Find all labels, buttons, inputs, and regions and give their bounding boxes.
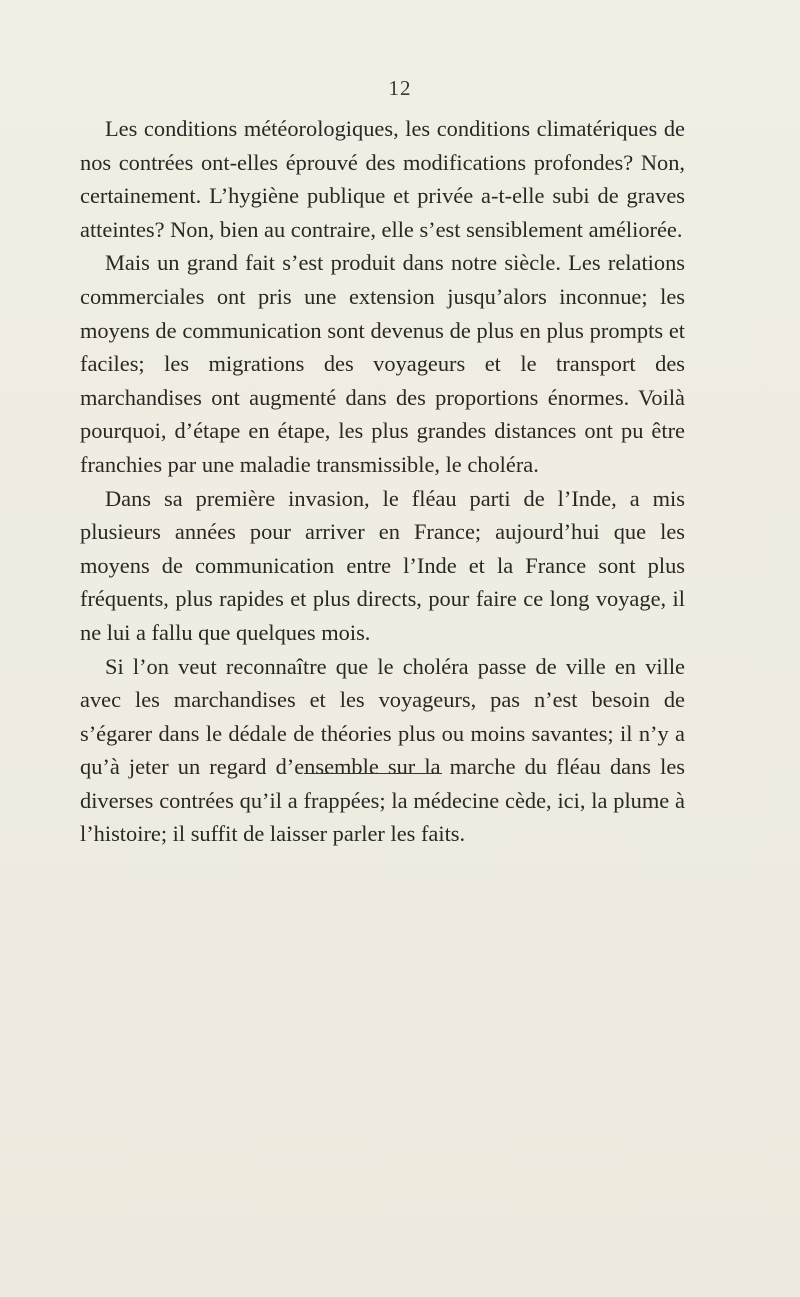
paragraph-2: Mais un grand fait s’est produit dans notre siècle. Les relations commerciales ont pris une extension jusqu’alors inconnue; les moyens de communication sont devenus de plus en plus prompts et faciles; les migrations des voyageurs et le transport des marchandises ont augmenté dans des proportions énormes. Voilà pourquoi, d’étape en étape, les plus grandes distances ont pu être franchies par une maladie transmissible, le choléra. [80,250,685,477]
body-text [80,112,685,851]
paragraph-3: Dans sa première invasion, le fléau parti de l’Inde, a mis plusieurs années pour arriver en France; aujourd’hui que les moyens de communication entre l’Inde et la France sont plus fréquents, plus rapides et plus directs, pour faire ce long voyage, il ne lui a fallu que quelques mois. [80,485,685,645]
section-end-rule [304,773,442,774]
paragraph-1: Les conditions météorologiques, les conditions climatériques de nos contrées ont-elles éprouvé des modifications profondes? Non, certainement. L’hygiène publique et privée a-t-elle subi de graves atteintes? Non, bien au contraire, elle s’est sensiblement améliorée. [80,116,685,242]
paragraph-4: Si l’on veut reconnaître que le choléra passe de ville en ville avec les marchandises et les voyageurs, pas n’est besoin de s’égarer dans le dédale de théories plus ou moins savantes; il n’y a qu’à jeter un regard d’ensemble sur la marche du fléau dans les diverses contrées qu’il a frappées; la médecine cède, ici, la plume à l’histoire; il suffit de laisser parler les faits. [80,653,685,847]
page-number: 12 [388,76,412,100]
